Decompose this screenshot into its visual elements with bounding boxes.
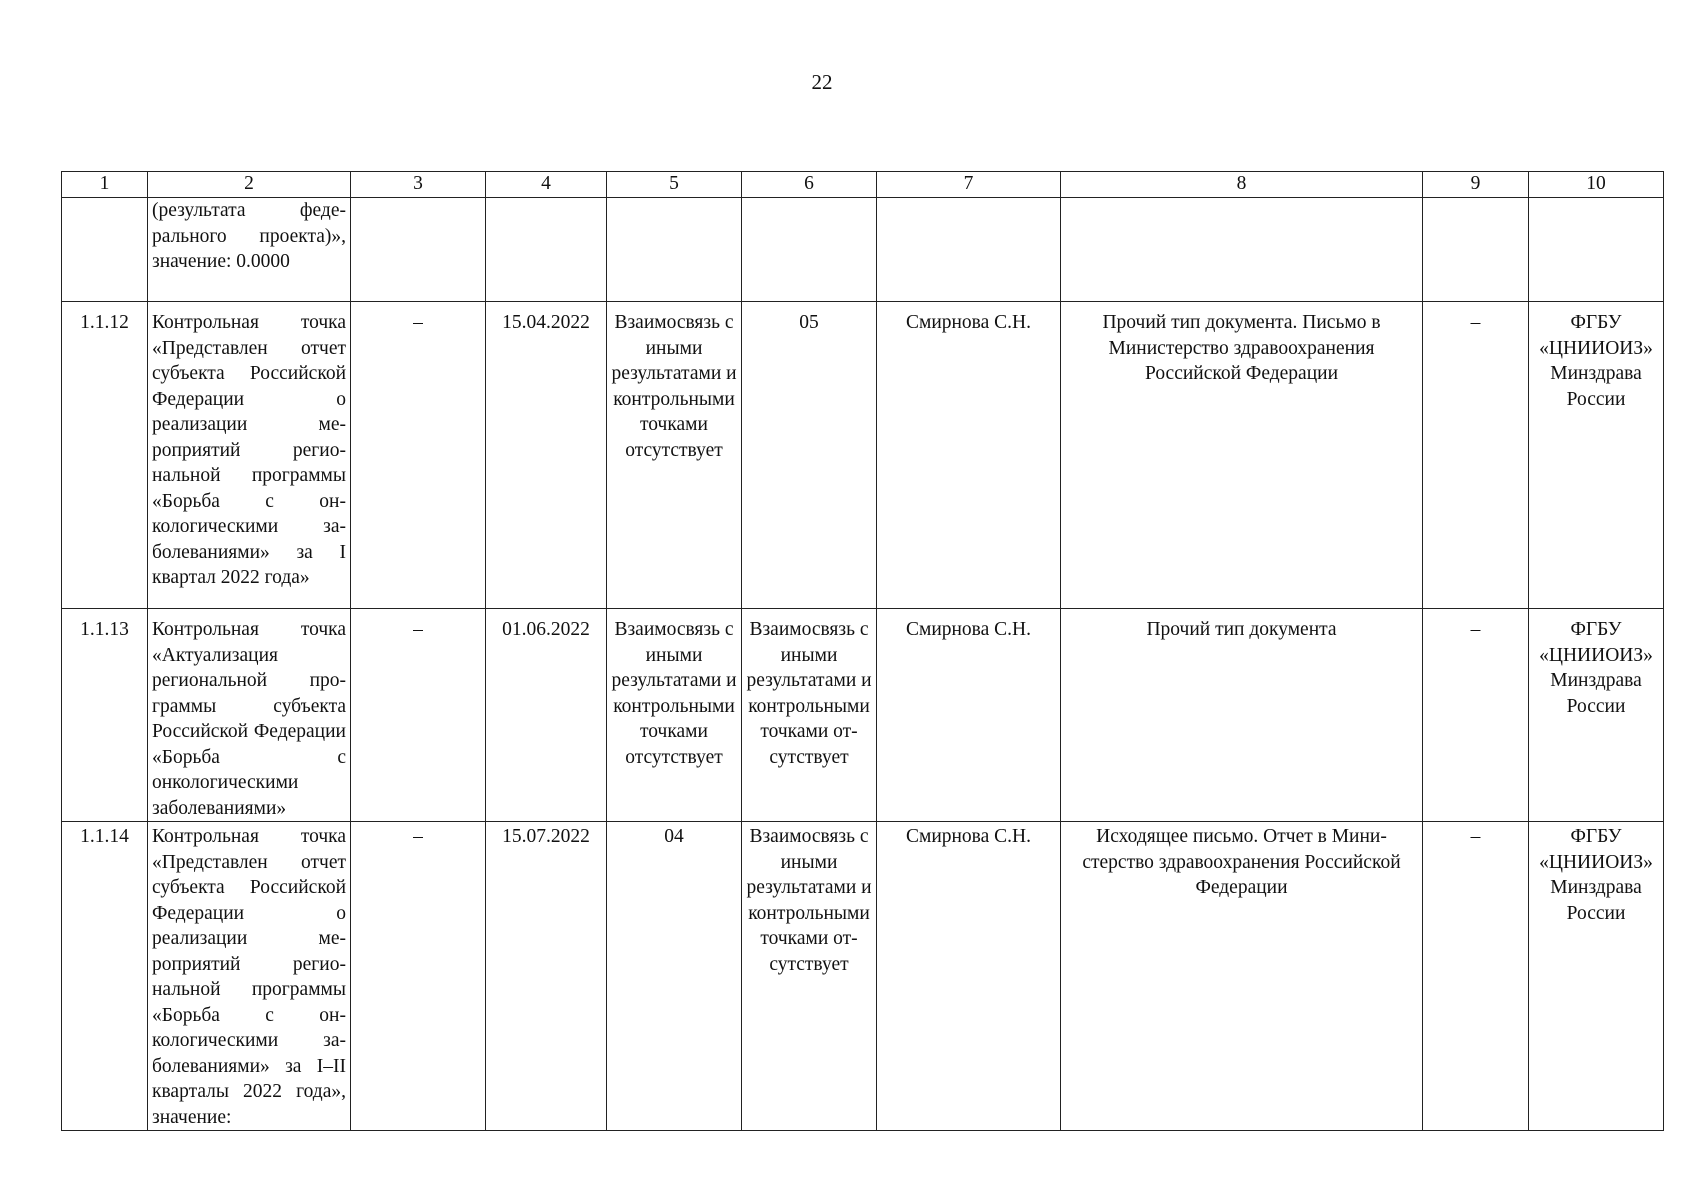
column-header: 9 <box>1423 172 1529 198</box>
cell-date: 15.04.2022 <box>486 302 607 609</box>
cell-date: 01.06.2022 <box>486 609 607 822</box>
cell-description: Контрольная точка «Представлен отчет субъекта Российской Федерации о реализации мероприятий региональной программы «Борьба с онкологическими заболеваниями» за I квартал 2022 года» <box>148 302 351 609</box>
cell-empty <box>62 198 148 302</box>
cell-col3: – <box>351 609 486 822</box>
cell-description: (результата федерального проекта)», значение: 0.0000 <box>148 198 351 302</box>
cell-date: 15.07.2022 <box>486 822 607 1131</box>
cell-col6: Взаимосвязь с иными результатами и контрольными точками отсутствует <box>742 822 877 1131</box>
cell-number: 1.1.14 <box>62 822 148 1131</box>
cell-col5: 04 <box>607 822 742 1131</box>
cell-col6: Взаимосвязь с иными результатами и контрольными точками отсутствует <box>742 609 877 822</box>
table-row <box>62 822 1664 1131</box>
cell-col3: – <box>351 302 486 609</box>
cell-organization: ФГБУ «ЦНИИОИЗ» Минздрава России <box>1529 302 1664 609</box>
cell-col9: – <box>1423 609 1529 822</box>
cell-empty <box>1423 198 1529 302</box>
table-header-row <box>62 172 1664 198</box>
column-header: 7 <box>877 172 1061 198</box>
cell-col5: Взаимосвязь с иными результатами и контрольными точками отсутствует <box>607 302 742 609</box>
page-number: 22 <box>811 70 833 94</box>
cell-col5: Взаимосвязь с иными результатами и контрольными точками отсутствует <box>607 609 742 822</box>
control-points-table <box>61 171 1664 1131</box>
cell-empty <box>351 198 486 302</box>
table-row <box>62 302 1664 609</box>
column-header: 6 <box>742 172 877 198</box>
cell-description: Контрольная точка «Представлен отчет субъекта Российской Федерации о реализации мероприятий региональной программы «Борьба с онкологическими заболеваниями» за I–II кварталы 2022 года», значение: <box>148 822 351 1131</box>
cell-number: 1.1.13 <box>62 609 148 822</box>
cell-empty <box>1061 198 1423 302</box>
cell-number: 1.1.12 <box>62 302 148 609</box>
cell-document: Прочий тип документа <box>1061 609 1423 822</box>
cell-col9: – <box>1423 822 1529 1131</box>
cell-organization: ФГБУ «ЦНИИОИЗ» Минздрава России <box>1529 609 1664 822</box>
column-header: 5 <box>607 172 742 198</box>
column-header: 3 <box>351 172 486 198</box>
cell-empty <box>607 198 742 302</box>
table-row-continuation <box>62 198 1664 302</box>
column-header: 1 <box>62 172 148 198</box>
cell-col6: 05 <box>742 302 877 609</box>
column-header: 4 <box>486 172 607 198</box>
column-header: 10 <box>1529 172 1664 198</box>
cell-document: Прочий тип документа. Письмо в Министерство здравоохранения Российской Федерации <box>1061 302 1423 609</box>
column-header: 8 <box>1061 172 1423 198</box>
cell-col3: – <box>351 822 486 1131</box>
cell-responsible: Смирнова С.Н. <box>877 822 1061 1131</box>
cell-organization: ФГБУ «ЦНИИОИЗ» Минздрава России <box>1529 822 1664 1131</box>
cell-empty <box>486 198 607 302</box>
cell-responsible: Смирнова С.Н. <box>877 302 1061 609</box>
table-row <box>62 609 1664 822</box>
cell-empty <box>742 198 877 302</box>
column-header: 2 <box>148 172 351 198</box>
cell-col9: – <box>1423 302 1529 609</box>
cell-empty <box>1529 198 1664 302</box>
cell-empty <box>877 198 1061 302</box>
cell-responsible: Смирнова С.Н. <box>877 609 1061 822</box>
cell-description: Контрольная точка «Актуализация региональной программы субъекта Российской Федерации «Борьба с онкологическими заболеваниями» <box>148 609 351 822</box>
cell-document: Исходящее письмо. Отчет в Министерство здравоохранения Российской Федерации <box>1061 822 1423 1131</box>
